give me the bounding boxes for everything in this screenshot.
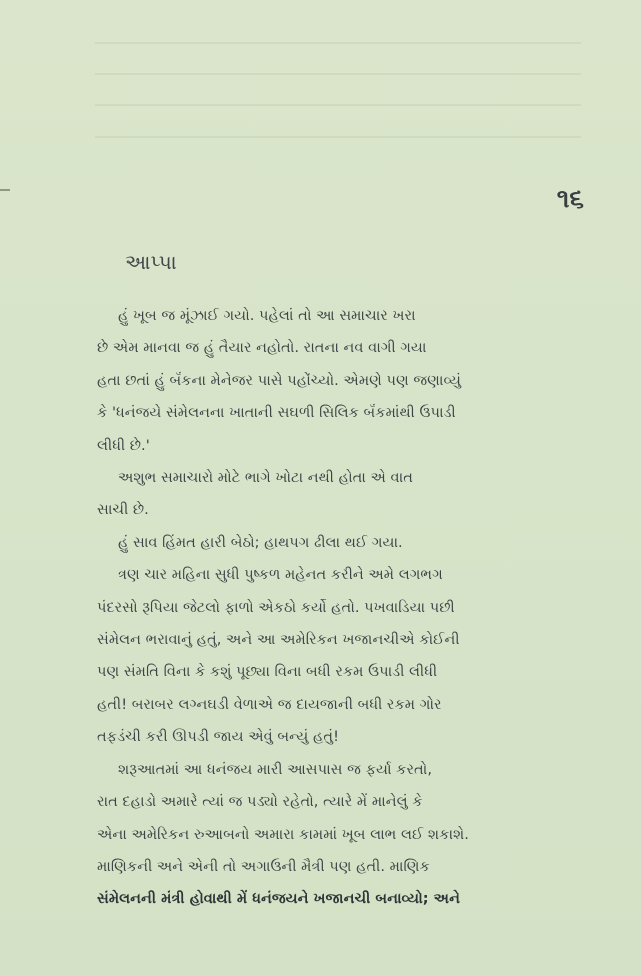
paragraph-4 — [97, 559, 583, 753]
text-line: પણ સંમતિ વિના કે કશું પૂછ્યા વિના બધી રકમ ઉપાડી લીધી — [97, 663, 438, 681]
page-number: ૧૬ — [556, 184, 584, 214]
text-line: પંદરસો રૂપિયા જેટલો ફાળો એકઠો કર્યો હતો. પખવાડિયા પછી — [97, 598, 455, 616]
text-line: સંમેલનની મંત્રી હોવાથી મેં ધનંજયને ખજાનચી બનાવ્યો; અને — [97, 890, 460, 908]
body-text — [97, 300, 583, 916]
text-line: હતા છતાં હું બૅંકના મેનેજર પાસે પહોંચ્યો. એમણે પણ જણાવ્યું — [97, 371, 461, 389]
bleed-through-line — [95, 136, 581, 138]
text-line: ત્રણ ચાર મહિના સુધી પુષ્કળ મહેનત કરીને અમે લગભગ — [118, 566, 443, 584]
bleed-through-line — [95, 73, 581, 75]
text-line: સંમેલન ભરાવાનું હતું, અને આ અમેરિકન ખજાનચીએ કોઈની — [97, 631, 460, 649]
text-line: લીધી છે.' — [97, 436, 150, 454]
paragraph-5 — [97, 754, 583, 916]
text-line: માણિકની અને એની તો અગાઉની મૈત્રી પણ હતી. માણિક — [97, 857, 430, 875]
text-line: એના અમેરિકન રુઆબનો અમારા કામમાં ખૂબ લાભ લઈ શકાશે. — [97, 825, 469, 843]
text-line: હું ખૂબ જ મૂંઝાઈ ગયો. પહેલાં તો આ સમાચાર ખરા — [118, 307, 416, 324]
paragraph-2 — [97, 462, 583, 527]
text-line: શરૂઆતમાં આ ધનંજય મારી આસપાસ જ ફર્યા કરતો, — [118, 760, 432, 778]
bleed-through-line — [95, 42, 581, 44]
paragraph-3 — [97, 527, 583, 559]
text-line: હું સાવ હિંમત હારી બેઠો; હાથપગ ઢીલા થઈ ગયા. — [118, 533, 403, 551]
text-line: હતી! બરાબર લગ્નઘડી વેળાએ જ દાયજાની બધી રકમ ગોર — [97, 695, 442, 713]
text-line: રાત દહાડો અમારે ત્યાં જ પડ્યો રહેતો, ત્યારે મેં માનેલું કે — [97, 793, 423, 811]
edge-mark — [0, 189, 10, 191]
chapter-title: આપ્પા — [125, 250, 177, 274]
text-line: છે એમ માનવા જ હું તૈયાર નહોતો. રાતના નવ વાગી ગયા — [97, 339, 427, 357]
text-line: અશુભ સમાચારો મોટે ભાગે ખોટા નથી હોતા એ વાત — [118, 469, 413, 487]
text-line: સાચી છે. — [97, 501, 149, 519]
bleed-through-line — [95, 104, 581, 106]
text-line: તફડંચી કરી ઊપડી જાય એવું બન્યું હતું! — [97, 728, 339, 746]
paragraph-1 — [97, 300, 583, 462]
text-line: કે 'ધનંજયે સંમેલનના ખાતાની સઘળી સિલિક બૅંકમાંથી ઉપાડી — [97, 404, 456, 422]
